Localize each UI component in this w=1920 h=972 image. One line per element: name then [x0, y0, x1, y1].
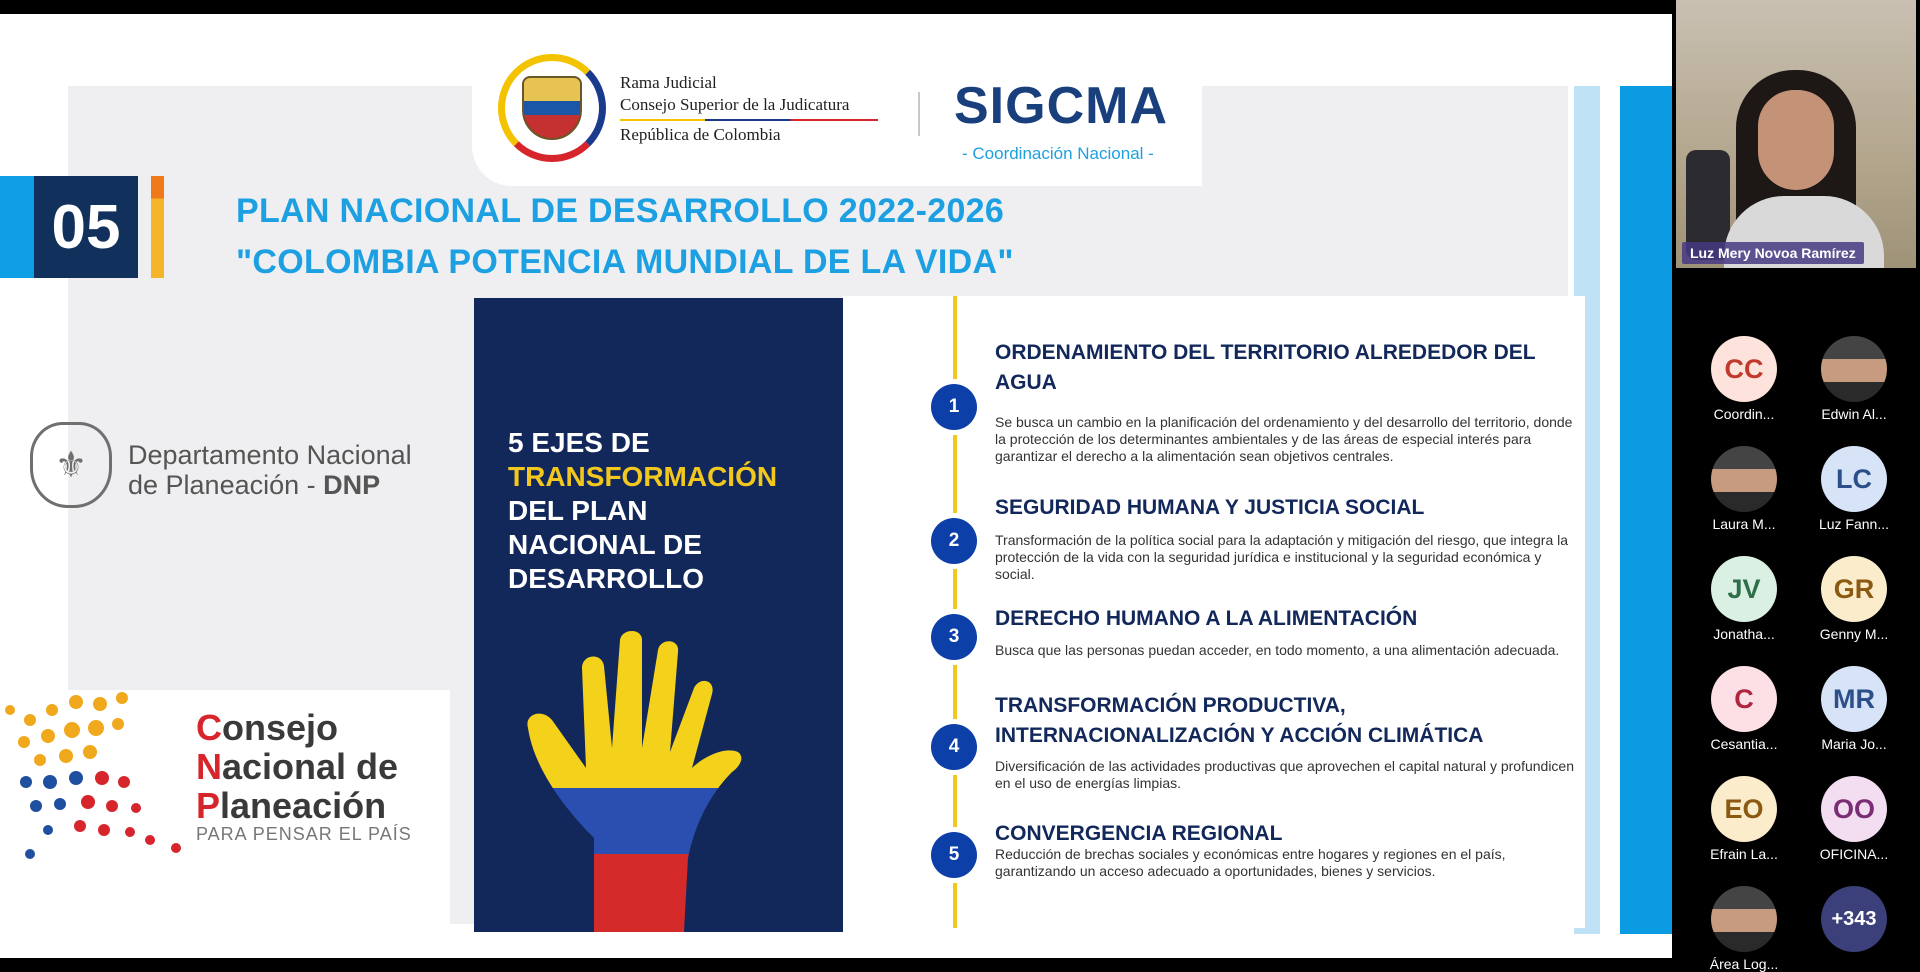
ejes-list	[843, 296, 1585, 928]
avatar-initials: CC	[1724, 353, 1764, 384]
avatar-initials: LC	[1836, 463, 1872, 494]
participant-name: Luz Fann...	[1818, 516, 1890, 532]
participant-tile[interactable]	[1806, 336, 1902, 436]
dnp-line-2-prefix: de Planeación -	[128, 470, 324, 500]
eje-title: CONVERGENCIA REGIONAL	[995, 822, 1283, 845]
participant-tile[interactable]	[1696, 446, 1792, 546]
cnp-tagline: PARA PENSAR EL PAÍS	[196, 824, 412, 844]
participant-name: Edwin Al...	[1821, 406, 1887, 422]
eje-description: Diversificación de las actividades productivas que aprovechen el capital natural y profundicen en el uso de energías limpias.	[995, 758, 1574, 791]
eje-description: Busca que las personas puedan acceder, en todo momento, a una alimentación adecuada.	[995, 642, 1560, 658]
shared-slide	[0, 14, 1672, 958]
dnp-logo-text	[128, 440, 412, 500]
participant-name: Área Log...	[1709, 956, 1779, 972]
avatar-initials: EO	[1724, 793, 1764, 824]
avatar	[1821, 666, 1887, 732]
ejes-heading-line-5: DESARROLLO	[508, 563, 704, 594]
participant-tile[interactable]	[1696, 336, 1792, 436]
participant-name: Efrain La...	[1710, 846, 1778, 862]
cnp-line-1-first: C	[196, 707, 222, 748]
cnp-line-1	[196, 708, 398, 747]
cnp-dots-icon	[0, 690, 190, 890]
eje-description: Reducción de brechas sociales y económicas entre hogares y regiones en el país, garantizando un acceso adecuado a oportunidades, bienes y servicios.	[995, 846, 1506, 879]
eje-number-badge: 2	[931, 518, 977, 564]
rama-line-2: Consejo Superior de la Judicatura	[620, 95, 850, 114]
participant-tile[interactable]	[1806, 556, 1902, 656]
section-accent	[0, 176, 34, 278]
tricolor-rule	[620, 119, 878, 121]
header-divider	[918, 92, 920, 136]
avatar-initials: GR	[1833, 573, 1875, 604]
eje-title: TRANSFORMACIÓN PRODUCTIVA, INTERNACIONALIZACIÓN Y ACCIÓN CLIMÁTICA	[995, 694, 1484, 747]
eje-number-badge: 1	[931, 384, 977, 430]
cnp-logo-text	[196, 708, 398, 825]
sigcma-logo: SIGCMA	[954, 77, 1168, 135]
cnp-line-3-rest: laneación	[220, 785, 387, 826]
rama-judicial-seal-icon	[498, 54, 606, 162]
eje-title: ORDENAMIENTO DEL TERRITORIO ALREDEDOR DEL AGUA	[995, 341, 1536, 394]
avatar	[1711, 776, 1777, 842]
slide-title-line-1: PLAN NACIONAL DE DESARROLLO 2022-2026	[236, 192, 1005, 230]
eje-number-badge: 5	[931, 832, 977, 878]
speaker-name: Luz Mery Novoa Ramírez	[1682, 242, 1864, 264]
avatar	[1711, 886, 1777, 952]
participant-tile[interactable]	[1696, 776, 1792, 876]
eje-title: SEGURIDAD HUMANA Y JUSTICIA SOCIAL	[995, 496, 1425, 519]
participant-name: Cesantia...	[1710, 736, 1778, 752]
avatar-initials: OO	[1832, 793, 1875, 824]
avatar	[1821, 446, 1887, 512]
rama-judicial-text	[620, 72, 878, 146]
colombia-coat-of-arms-icon: ⚜	[30, 422, 112, 508]
eje-description: Transformación de la política social para la adaptación y mitigación del riesgo, que integra la protección de la vida con la seguridad jurídica e institucional y la seguridad económica y social.	[995, 532, 1569, 582]
more-participants-button[interactable]	[1806, 886, 1902, 960]
cnp-line-2	[196, 747, 398, 786]
participants-panel	[1672, 0, 1920, 972]
participant-name: Laura M...	[1712, 516, 1776, 532]
participant-name: Maria Jo...	[1821, 736, 1887, 752]
participant-tile[interactable]	[1696, 666, 1792, 766]
sigcma-subtitle: - Coordinación Nacional -	[962, 144, 1154, 163]
dnp-line-2	[128, 470, 412, 500]
decor-stripe-blue	[1620, 86, 1672, 934]
participant-tile[interactable]	[1806, 666, 1902, 766]
ejes-heading-line-1: 5 EJES DE	[508, 427, 650, 458]
avatar	[1711, 446, 1777, 512]
section-number: 05	[34, 176, 138, 278]
avatar-initials: MR	[1833, 683, 1875, 714]
dnp-acronym: DNP	[323, 470, 381, 500]
cnp-line-2-first: N	[196, 746, 222, 787]
avatar	[1711, 666, 1777, 732]
participant-tile[interactable]	[1806, 446, 1902, 546]
slide-title	[236, 186, 1014, 288]
avatar	[1821, 886, 1887, 952]
more-count: +343	[1831, 907, 1877, 930]
section-number-bar	[151, 176, 164, 278]
participant-name: OFICINA...	[1819, 846, 1889, 862]
ejes-heading	[508, 426, 777, 596]
participant-name: Jonatha...	[1713, 626, 1775, 642]
ejes-heading-panel	[474, 298, 843, 932]
colombian-flag-hand-icon	[524, 628, 764, 932]
eje-number-badge: 4	[931, 724, 977, 770]
avatar-initials: C	[1734, 683, 1754, 714]
ejes-heading-line-3: DEL PLAN	[508, 495, 648, 526]
eje-number-badge: 3	[931, 614, 977, 660]
ejes-heading-line-4: NACIONAL DE	[508, 529, 702, 560]
participant-tile[interactable]	[1696, 886, 1792, 972]
cnp-logo	[0, 690, 450, 926]
dnp-line-1: Departamento Nacional	[128, 440, 412, 470]
rama-line-1: Rama Judicial	[620, 73, 717, 92]
participant-tile[interactable]	[1806, 776, 1902, 876]
avatar	[1711, 556, 1777, 622]
cnp-line-1-rest: onsejo	[222, 707, 339, 748]
participant-name: Coordin...	[1713, 406, 1775, 422]
avatar-initials: JV	[1727, 573, 1761, 604]
eje-title: DERECHO HUMANO A LA ALIMENTACIÓN	[995, 607, 1418, 630]
avatar	[1711, 336, 1777, 402]
dnp-logo	[30, 412, 440, 510]
eje-description: Se busca un cambio en la planificación del ordenamiento y del desarrollo del territorio, donde la protección de los determinantes ambientales y de las áreas de especial interés para garantizar el derecho a la alimentación sean objetivos centrales.	[995, 414, 1573, 464]
rama-line-3: República de Colombia	[620, 125, 781, 144]
cnp-line-2-rest: acional de	[222, 746, 399, 787]
ejes-heading-line-2: TRANSFORMACIÓN	[508, 461, 778, 492]
slide-title-line-2: "COLOMBIA POTENCIA MUNDIAL DE LA VIDA"	[236, 243, 1014, 281]
avatar	[1821, 776, 1887, 842]
cnp-line-3-first: P	[196, 785, 221, 826]
cnp-line-3	[196, 786, 398, 825]
avatar	[1821, 336, 1887, 402]
speaker-video[interactable]	[1676, 0, 1916, 268]
avatar	[1821, 556, 1887, 622]
participant-name: Genny M...	[1819, 626, 1889, 642]
speaker-face	[1758, 90, 1834, 190]
header-card	[472, 36, 1202, 186]
participant-tile[interactable]	[1696, 556, 1792, 656]
